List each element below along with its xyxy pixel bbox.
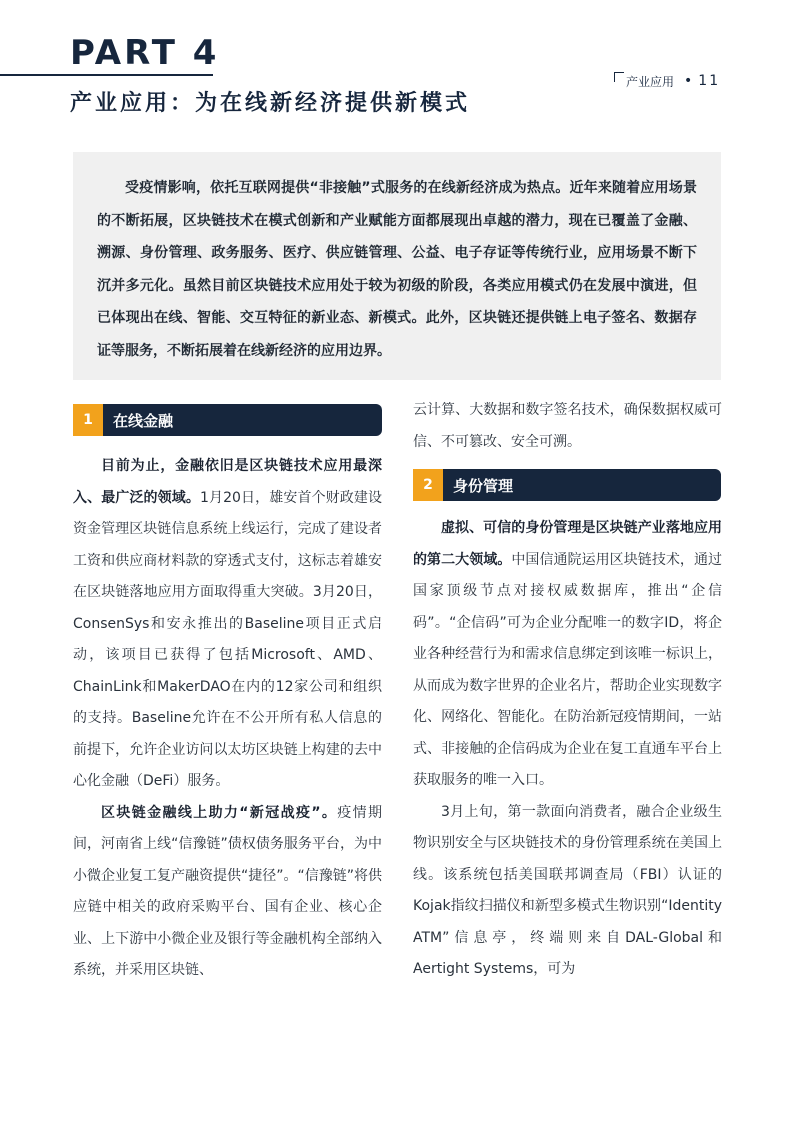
paragraph [73,451,382,798]
section-heading-identity-management [413,469,721,501]
separator-dot: • [684,73,693,89]
page-number: 11 [698,73,721,89]
section-number-badge: 1 [73,404,103,436]
section-title: 在线金融 [113,411,174,430]
paragraph: 3月上旬，第一款面向消费者，融合企业级生物识别安全与区块链技术的身份管理系统在美国上线。该系统包括美国联邦调查局（FBI）认证的Kojak指纹扫描仪和新型多模式生物识别“Identity ATM”信息亭，终端则来自DAL-Global和Aertight Systems，可为 [413,803,722,977]
paragraph-lead: 区块链金融线上助力“新冠战疫”。 [101,804,338,821]
corner-bracket-icon [614,72,624,82]
paragraph-lead: 虚拟、可信的身份管理是区块链产业落地应用的第二大领域。 [413,520,722,568]
paragraph [413,513,722,797]
paragraph-body: 1月20日，雄安首个财政建设资金管理区块链信息系统上线运行，完成了建设者工资和供应商材料款的穿透式支付，这标志着雄安在区块链落地应用方面取得重大突破。3月20日，ConsenSys和安永推出的Baseline项目正式启动，该项目已获得了包括Microsoft、AMD、ChainLink和MakerDAO在内的12家公司和组织的支持。Baseline允许在不公开所有私人信息的前提下，允许企业访问以太坊区块链上构建的去中心化金融（DeFi）服务。 [73,489,383,789]
right-column [413,513,722,986]
section-heading-online-finance [73,404,382,436]
paragraph-body: 中国信通院运用区块链技术，通过国家顶级节点对接权威数据库，推出“企信码”。“企信码”可为企业分配唯一的数字ID，将企业各种经营行为和需求信息绑定到该唯一标识上，从而成为数字世界的企业名片，帮助企业实现数字化、网络化、智能化。在防治新冠疫情期间，一站式、非接触的企信码成为企业在复工直通车平台上获取服务的唯一入口。 [413,551,723,788]
paragraph [73,798,382,987]
running-header [614,68,720,94]
part-label: PART 4 [70,33,220,73]
paragraph-continuation: 云计算、大数据和数字签名技术，确保数据权威可信、不可篡改、安全可溯。 [413,402,722,450]
right-column-continuation [413,395,722,458]
chapter-subtitle: 产业应用：为在线新经济提供新模式 [70,91,471,116]
paragraph-body: 疫情期间，河南省上线“信豫链”债权债务服务平台，为中小微企业复工复产融资提供“捷径”。“信豫链”将供应链中相关的政府采购平台、国有企业、核心企业、上下游中小微企业及银行等金融机构全部纳入系统，并采用区块链、 [73,804,383,978]
header-rule [0,74,213,76]
intro-box: 受疫情影响，依托互联网提供“非接触”式服务的在线新经济成为热点。近年来随着应用场景的不断拓展，区块链技术在模式创新和产业赋能方面都展现出卓越的潜力，现在已覆盖了金融、溯源、身份管理、政务服务、医疗、供应链管理、公益、电子存证等传统行业，应用场景不断下沉并多元化。虽然目前区块链技术应用处于较为初级的阶段，各类应用模式仍在发展中演进，但已体现出在线、智能、交互特征的新业态、新模式。此外，区块链还提供链上电子签名、数据存证等服务，不断拓展着在线新经济的应用边界。 [73,152,721,380]
running-header-section: 产业应用 [626,74,675,89]
paragraph-lead: 目前为止，金融依旧是区块链技术应用最深入、最广泛的领域。 [73,458,382,506]
section-number-badge: 2 [413,469,443,501]
section-title: 身份管理 [453,476,514,495]
left-column [73,451,382,987]
